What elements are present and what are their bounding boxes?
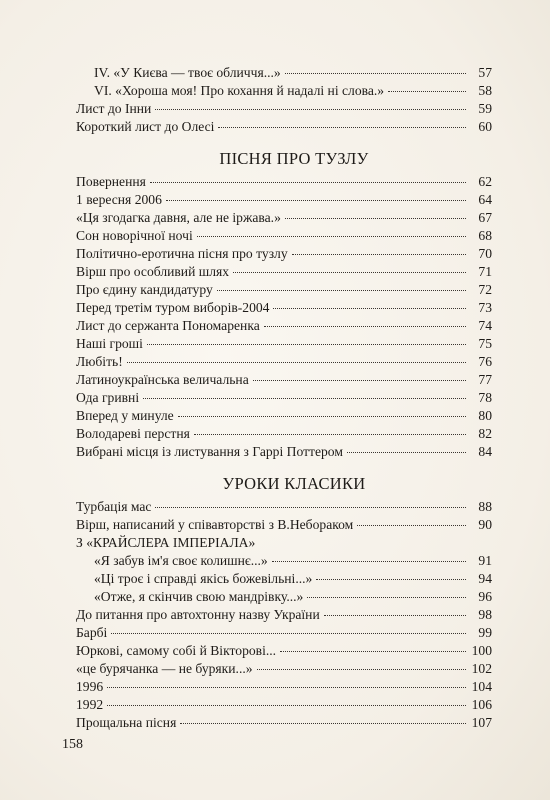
toc-entry [76, 534, 492, 552]
entry-page-number: 90 [478, 517, 492, 532]
entry-title: IV. «У Києва — твоє обличчя...» [94, 65, 281, 80]
toc-entry [76, 245, 492, 263]
entry-page-number: 58 [478, 83, 492, 98]
entry-title: Вірш про особливий шлях [76, 264, 230, 279]
dot-leader [388, 91, 466, 92]
dot-leader [272, 561, 466, 562]
toc-entry [76, 173, 492, 191]
entry-page-number: 68 [478, 228, 492, 243]
entry-title: Любіть! [76, 354, 123, 369]
entry-page-number: 100 [471, 643, 492, 658]
entry-title: Про єдину кандидатуру [76, 282, 213, 297]
section-heading: ПІСНЯ ПРО ТУЗЛУ [219, 149, 369, 168]
entry-title: Повернення [76, 174, 146, 189]
entry-page-number: 71 [478, 264, 492, 279]
entry-title: Турбація мас [76, 499, 152, 514]
toc-entry [76, 335, 492, 353]
dot-leader [127, 362, 466, 363]
toc-entry [76, 588, 492, 606]
entry-title: Лист до сержанта Пономаренка [76, 318, 260, 333]
toc-entry [76, 570, 492, 588]
dot-leader [253, 380, 466, 381]
toc-entry [76, 714, 492, 732]
entry-title: «Ці троє і справді якісь божевільні...» [94, 571, 313, 586]
toc-entry [76, 263, 492, 281]
entry-title: Вибрані місця із листування з Гаррі Поттером [76, 444, 343, 459]
toc-entry [76, 281, 492, 299]
entry-title: Вірш, написаний у співавторстві з В.Небораком [76, 517, 354, 532]
toc-entry [76, 443, 492, 461]
entry-page-number: 72 [478, 282, 492, 297]
entry-title: Барбі [76, 625, 108, 640]
toc-entry [76, 425, 492, 443]
entry-title: Наші гроші [76, 336, 143, 351]
dot-leader [218, 127, 466, 128]
dot-leader [217, 290, 466, 291]
entry-page-number: 62 [478, 174, 492, 189]
toc-entry [76, 696, 492, 714]
entry-title: Юркові, самому собі й Вікторові... [76, 643, 277, 658]
entry-page-number: 78 [478, 390, 492, 405]
entry-title: 1996 [76, 679, 104, 694]
entry-page-number: 75 [478, 336, 492, 351]
entry-page-number: 67 [478, 210, 492, 225]
entry-title: Політично-еротична пісня про тузлу [76, 246, 288, 261]
dot-leader [155, 109, 466, 110]
entry-page-number: 82 [478, 426, 492, 441]
entry-page-number: 57 [478, 65, 492, 80]
entry-title: 1992 [76, 697, 104, 712]
dot-leader [257, 669, 466, 670]
toc-entry [76, 191, 492, 209]
dot-leader [143, 398, 466, 399]
dot-leader [107, 705, 466, 706]
dot-leader [324, 615, 466, 616]
toc-entry [76, 100, 492, 118]
entry-title: Короткий лист до Олесі [76, 119, 215, 134]
page-number: 158 [62, 737, 83, 752]
section-heading: УРОКИ КЛАСИКИ [222, 474, 366, 493]
toc-entry [76, 118, 492, 136]
toc-entry [76, 678, 492, 696]
toc-entry [76, 516, 492, 534]
entry-title: З «КРАЙСЛЕРА ІМПЕРІАЛА» [76, 535, 256, 550]
dot-leader [233, 272, 466, 273]
entry-page-number: 59 [478, 101, 492, 116]
entry-page-number: 102 [471, 661, 492, 676]
dot-leader [292, 254, 466, 255]
dot-leader [347, 452, 466, 453]
dot-leader [285, 73, 466, 74]
entry-page-number: 64 [478, 192, 492, 207]
dot-leader [357, 525, 466, 526]
toc-entry [76, 552, 492, 570]
entry-title: До питання про автохтонну назву України [76, 607, 320, 622]
entry-title: «це бурячанка — не буряки...» [76, 661, 253, 676]
toc-entry [76, 371, 492, 389]
dot-leader [180, 723, 466, 724]
dot-leader [285, 218, 466, 219]
entry-page-number: 96 [478, 589, 492, 604]
entry-page-number: 60 [478, 119, 492, 134]
entry-title: Ода гривні [76, 390, 140, 405]
dot-leader [147, 344, 466, 345]
dot-leader [197, 236, 466, 237]
dot-leader [107, 687, 466, 688]
dot-leader [194, 434, 466, 435]
toc-entry [76, 64, 492, 82]
entry-title: «Ця згодагка давня, але не іржава.» [76, 210, 281, 225]
entry-page-number: 73 [478, 300, 492, 315]
entry-page-number: 99 [478, 625, 492, 640]
entry-page-number: 70 [478, 246, 492, 261]
dot-leader [150, 182, 466, 183]
entry-page-number: 76 [478, 354, 492, 369]
entry-title: Сон новорічної ночі [76, 228, 193, 243]
dot-leader [166, 200, 466, 201]
toc-entry [76, 389, 492, 407]
entry-title: «Я забув ім'я своє колишнє...» [94, 553, 268, 568]
entry-title: Лист до Інни [76, 101, 152, 116]
entry-page-number: 80 [478, 408, 492, 423]
entry-title: 1 вересня 2006 [76, 192, 162, 207]
toc-entry [76, 317, 492, 335]
table-of-contents [76, 64, 492, 732]
entry-title: Перед третім туром виборів-2004 [76, 300, 270, 315]
dot-leader [273, 308, 466, 309]
entry-page-number: 91 [478, 553, 492, 568]
toc-entry [76, 209, 492, 227]
entry-title: VI. «Хороша моя! Про кохання й надалі ні слова.» [94, 83, 385, 98]
toc-entry [76, 353, 492, 371]
entry-title: Вперед у минуле [76, 408, 174, 423]
toc-entry [76, 606, 492, 624]
entry-title: «Отже, я скінчив свою мандрівку...» [94, 589, 304, 604]
entry-title: Латиноукраїнська величальна [76, 372, 249, 387]
entry-page-number: 106 [471, 697, 492, 712]
entry-page-number: 77 [478, 372, 492, 387]
dot-leader [178, 416, 466, 417]
entry-page-number: 88 [478, 499, 492, 514]
entry-page-number: 84 [478, 444, 492, 459]
toc-entry [76, 660, 492, 678]
entry-page-number: 94 [478, 571, 492, 586]
toc-entry [76, 407, 492, 425]
toc-entry [76, 624, 492, 642]
toc-entry [76, 299, 492, 317]
dot-leader [316, 579, 466, 580]
entry-title: Володареві перстня [76, 426, 190, 441]
entry-page-number: 104 [471, 679, 492, 694]
entry-page-number: 107 [471, 715, 492, 730]
toc-entry [76, 82, 492, 100]
entry-title: Прощальна пісня [76, 715, 177, 730]
dot-leader [111, 633, 466, 634]
toc-entry [76, 498, 492, 516]
toc-entry [76, 227, 492, 245]
dot-leader [280, 651, 466, 652]
entry-page-number: 98 [478, 607, 492, 622]
dot-leader [264, 326, 466, 327]
dot-leader [155, 507, 466, 508]
dot-leader [307, 597, 466, 598]
toc-entry [76, 642, 492, 660]
entry-page-number: 74 [478, 318, 492, 333]
